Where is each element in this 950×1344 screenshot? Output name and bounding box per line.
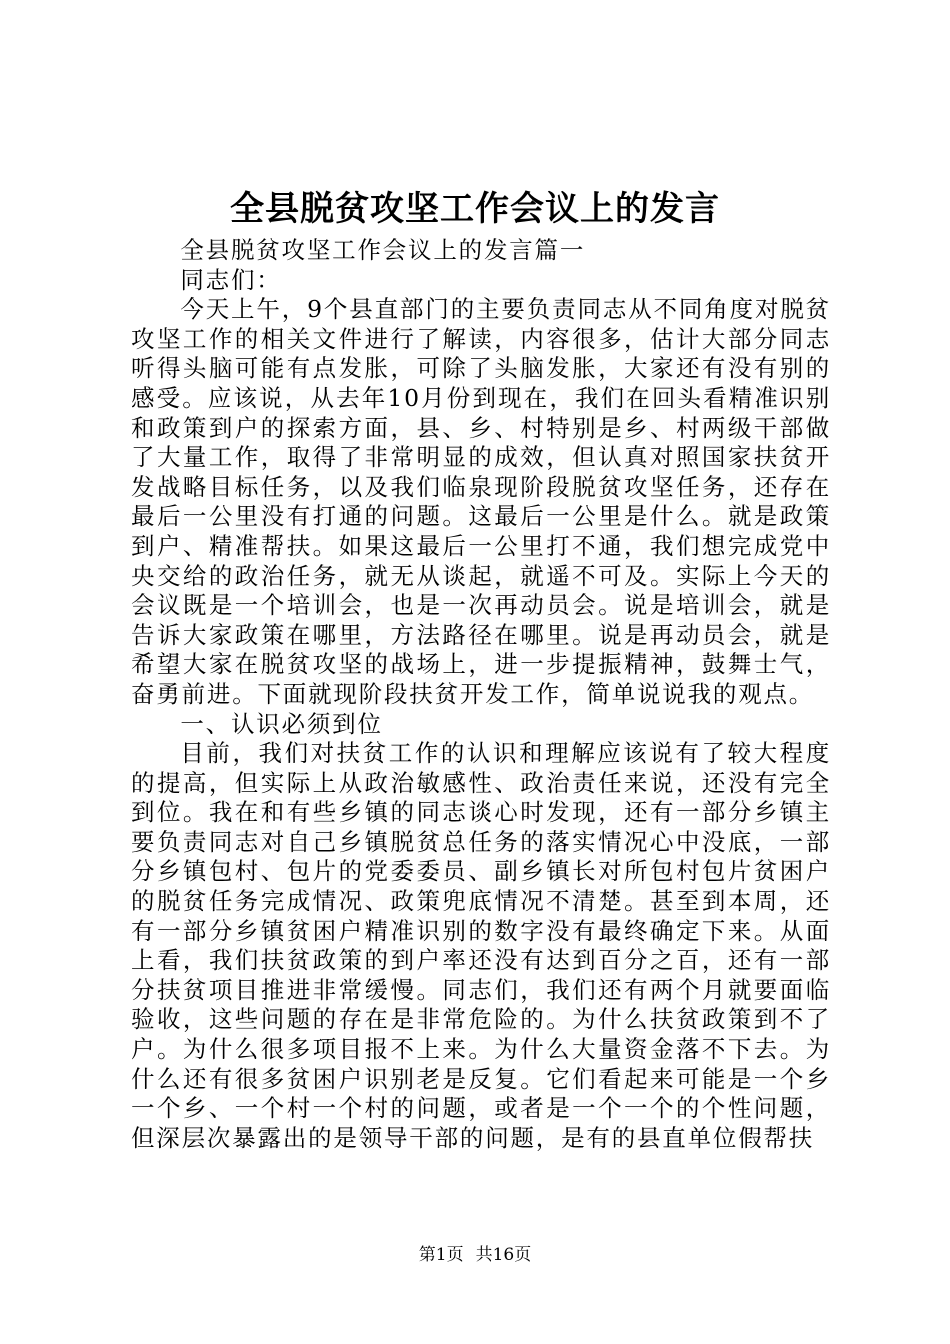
page-number-current: 第1页 bbox=[418, 1245, 464, 1265]
salutation-line: 同志们： bbox=[180, 265, 282, 294]
paragraph-section-1: 目前，我们对扶贫工作的认识和理解应该说有了较大程度的提高，但实际上从政治敏感性、政治责任来说，还没有完全到位。我在和有些乡镇的同志谈心时发现，还有一部分乡镇主要负责同志对自己乡镇脱贫总任务的落实情况心中没底，一部分乡镇包村、包片的党委委员、副乡镇长对所包村包片贫困户的脱贫任务完成情况、政策兜底情况不清楚。甚至到本周，还有一部分乡镇贫困户精准识别的数字没有最终确定下来。从面上看，我们扶贫政策的到户率还没有达到百分之百，还有一部分扶贫项目推进非常缓慢。同志们，我们还有两个月就要面临验收，这些问题的存在是非常危险的。为什么扶贫政策到不了户。为什么很多项目报不上来。为什么大量资金落不下去。为什么还有很多贫困户识别老是反复。它们看起来可能是一个乡一个乡、一个村一个村的问题，或者是一个一个的个性问题，但深层次暴露出的是领导干部的问题，是有的县直单位假帮扶 bbox=[131, 739, 831, 1152]
subtitle-line: 全县脱贫攻坚工作会议上的发言篇一 bbox=[180, 236, 586, 264]
document-title: 全县脱贫攻坚工作会议上的发言 bbox=[230, 189, 720, 229]
document-body bbox=[131, 236, 831, 1153]
section-heading: 一、认识必须到位 bbox=[180, 709, 383, 738]
paragraph-intro: 今天上午，9个县直部门的主要负责同志从不同角度对脱贫攻坚工作的相关文件进行了解读，内容很多，估计大部分同志听得头脑可能有点发胀，可除了头脑发胀，大家还有没有别的感受。应该说，从去年10月份到现在，我们在回头看精准识别和政策到户的探索方面，县、乡、村特别是乡、村两级干部做了大量工作，取得了非常明显的成效，但认真对照国家扶贫开发战略目标任务，以及我们临泉现阶段脱贫攻坚任务，还存在最后一公里没有打通的问题。这最后一公里是什么。就是政策到户、精准帮扶。如果这最后一公里打不通，我们想完成党中央交给的政治任务，就无从谈起，就遥不可及。实际上今天的会议既是一个培训会，也是一次再动员会。说是培训会，就是告诉大家政策在哪里，方法路径在哪里。说是再动员会，就是希望大家在脱贫攻坚的战场上，进一步提振精神，鼓舞士气，奋勇前进。下面就现阶段扶贫开发工作，简单说说我的观点。 bbox=[131, 295, 831, 708]
page-footer bbox=[0, 1244, 950, 1266]
page-number-total: 共16页 bbox=[475, 1245, 532, 1265]
